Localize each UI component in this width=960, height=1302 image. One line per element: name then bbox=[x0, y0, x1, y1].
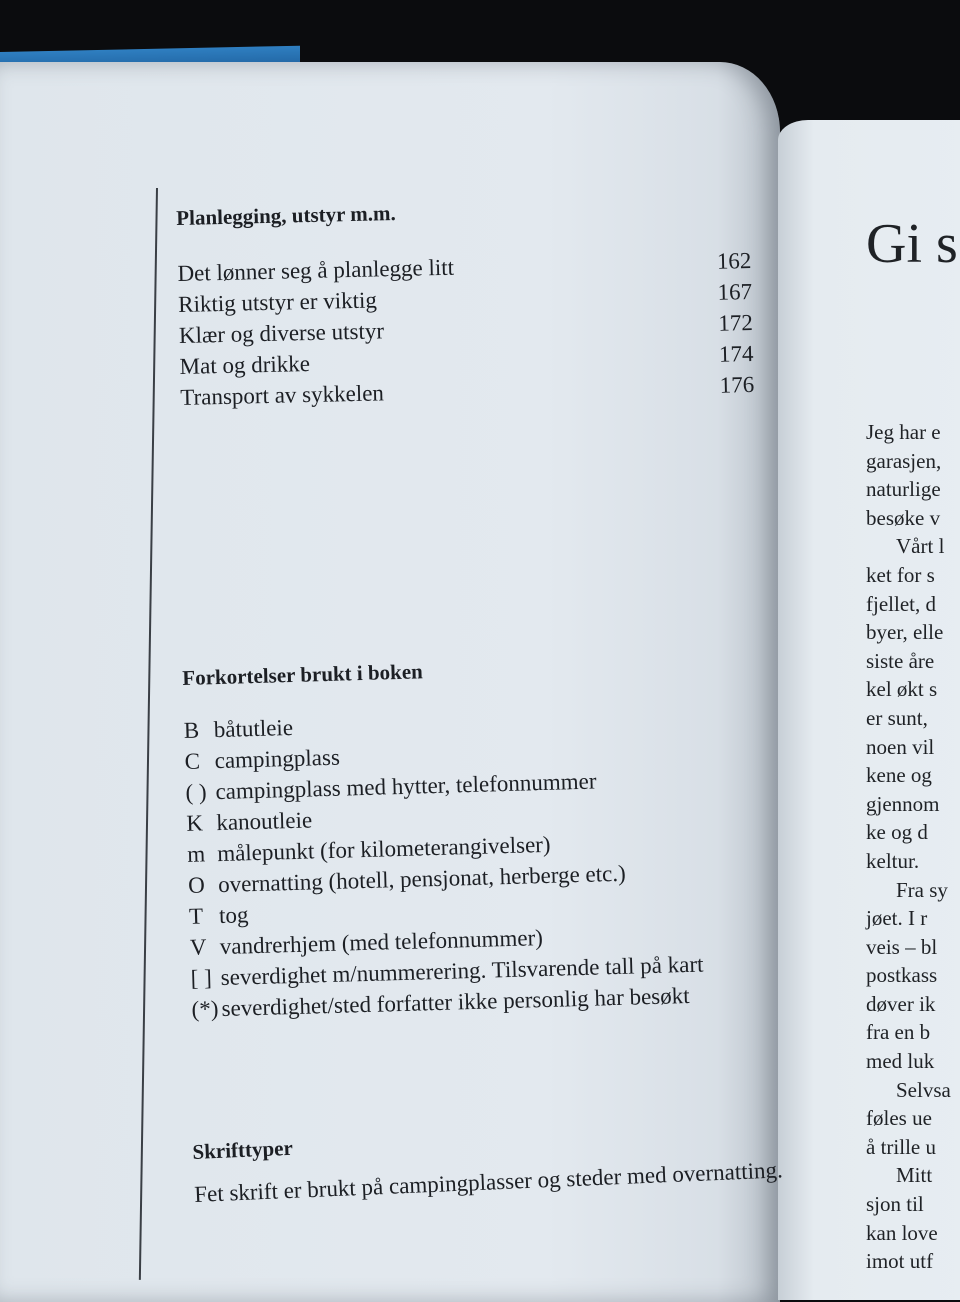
body-text-line: veis – bl bbox=[866, 934, 938, 959]
body-text-line: å trille u bbox=[866, 1134, 936, 1159]
body-text-line: imot utf bbox=[866, 1249, 934, 1274]
section-heading-fonts: Skrifttyper bbox=[192, 1135, 294, 1164]
body-text-line: kel økt s bbox=[866, 677, 938, 702]
body-text-line: fjellet, d bbox=[866, 591, 936, 616]
body-text-line: postkass bbox=[866, 963, 938, 988]
abbreviation-code: (*) bbox=[191, 996, 219, 1022]
body-text-line: fra en b bbox=[866, 1020, 931, 1045]
toc-entry-page: 167 bbox=[717, 278, 753, 305]
abbreviation-description: campingplass med hytter, telefonnummer bbox=[215, 768, 597, 805]
abbreviation-description: severdighet m/nummerering. Tilsvarende tall på kart bbox=[220, 951, 704, 991]
section-heading-abbreviations: Forkortelser brukt i boken bbox=[182, 659, 424, 690]
right-page-body bbox=[866, 418, 960, 1276]
abbreviation-code: B bbox=[183, 717, 200, 743]
body-text-line: besøke v bbox=[866, 505, 941, 530]
abbreviation-description: målepunkt (for kilometerangivelser) bbox=[216, 831, 551, 867]
body-text-line: Fra sy bbox=[896, 877, 948, 902]
toc-entry-page: 176 bbox=[719, 371, 755, 398]
toc-entry-title: Riktig utstyr er viktig bbox=[177, 287, 378, 317]
abbreviation-description: båtutleie bbox=[213, 714, 294, 743]
body-text-line: naturlige bbox=[866, 477, 941, 502]
body-text-line: byer, elle bbox=[866, 620, 944, 645]
toc-entry-title: Transport av sykkelen bbox=[180, 380, 385, 410]
body-text-line: føles ue bbox=[866, 1106, 932, 1131]
body-text-line: ket for s bbox=[866, 562, 935, 587]
abbreviation-list bbox=[183, 699, 781, 1025]
toc-entry-title: Det lønner seg å planlegge litt bbox=[177, 254, 455, 286]
body-text-line: keltur. bbox=[866, 848, 920, 873]
body-text-line: er sunt, bbox=[866, 705, 928, 730]
abbreviation-code: ( ) bbox=[185, 779, 207, 805]
body-text-line: kan love bbox=[866, 1220, 938, 1245]
abbreviation-description: overnatting (hotell, pensjonat, herberge etc.) bbox=[217, 860, 626, 898]
abbreviation-code: V bbox=[189, 934, 207, 960]
toc-entry-title: Klær og diverse utstyr bbox=[178, 318, 385, 348]
body-text-line: Jeg har e bbox=[866, 420, 941, 444]
toc-entry-title: Mat og drikke bbox=[179, 351, 311, 379]
abbreviation-code: O bbox=[187, 872, 206, 898]
section-heading-planning: Planlegging, utstyr m.m. bbox=[176, 201, 397, 230]
chapter-title: Gi s bbox=[866, 213, 958, 275]
abbreviations-section bbox=[182, 650, 782, 1025]
abbreviation-description: kanoutleie bbox=[216, 807, 313, 836]
abbreviation-code: C bbox=[184, 748, 201, 774]
body-text-line: garasjen, bbox=[866, 448, 942, 473]
abbreviation-code: m bbox=[186, 841, 206, 867]
toc-list bbox=[177, 248, 754, 416]
toc-entry-page: 162 bbox=[716, 247, 752, 274]
abbreviation-code: K bbox=[186, 810, 204, 836]
body-text-line: sjon til bbox=[866, 1192, 924, 1217]
body-text-line: Selvsa bbox=[896, 1077, 951, 1102]
toc-entry-page: 172 bbox=[718, 309, 754, 336]
body-text-line: med luk bbox=[866, 1049, 935, 1074]
body-text-line: kene og bbox=[866, 763, 932, 788]
body-text-line: ke og d bbox=[866, 820, 928, 845]
abbreviation-description: tog bbox=[218, 902, 249, 929]
abbreviation-code: [ ] bbox=[190, 965, 213, 991]
abbreviation-description: campingplass bbox=[214, 744, 341, 774]
body-text-line: noen vil bbox=[866, 734, 935, 759]
toc-entry-page: 174 bbox=[718, 340, 754, 367]
abbreviation-description: severdighet/sted forfatter ikke personlig har besøkt bbox=[221, 982, 690, 1022]
abbreviation-description: vandrerhjem (med telefonnummer) bbox=[219, 925, 544, 960]
fonts-description: Fet skrift er brukt på campingplasser og steder med overnatting. bbox=[193, 1157, 784, 1207]
body-text-line: Mitt bbox=[896, 1163, 933, 1188]
body-text-line: Vårt l bbox=[896, 534, 945, 559]
body-text-line: gjennom bbox=[866, 791, 940, 816]
abbreviation-code: T bbox=[188, 903, 204, 929]
body-text-line: døver ik bbox=[866, 991, 936, 1016]
body-text-line: jøet. I r bbox=[866, 906, 928, 931]
body-text-line: siste åre bbox=[866, 648, 935, 673]
toc-planning bbox=[176, 193, 755, 416]
